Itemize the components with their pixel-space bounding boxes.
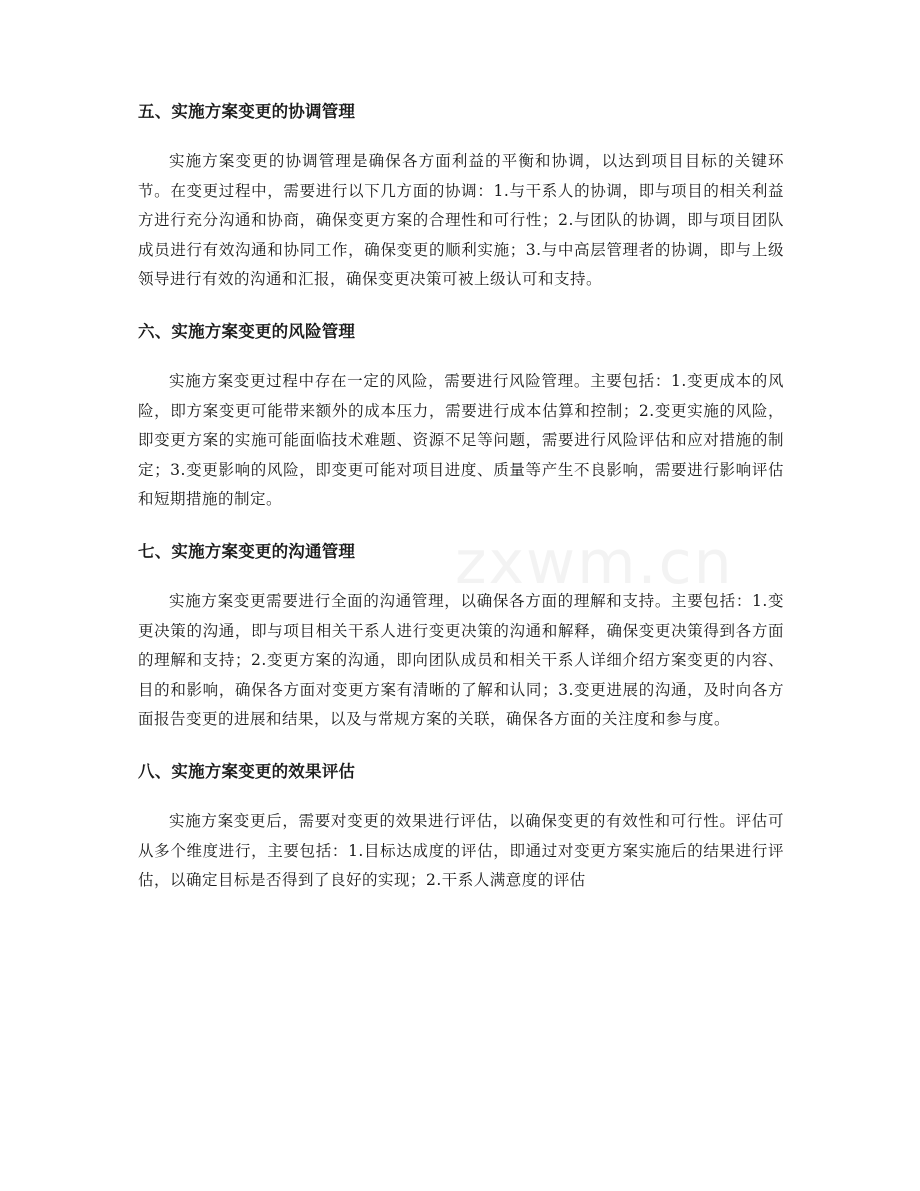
section-5 [138, 100, 784, 295]
section-7 [138, 540, 784, 735]
section-heading: 六、实施方案变更的风险管理 [138, 321, 356, 341]
section-paragraph: 实施方案变更的协调管理是确保各方面利益的平衡和协调，以达到项目目标的关键环节。在变更过程中，需要进行以下几方面的协调：1.与干系人的协调，即与项目的相关利益方进行充分沟通和协商，确保变更方案的合理性和可行性；2.与团队的协调，即与项目团队成员进行有效沟通和协同工作，确保变更的顺利实施；3.与中高层管理者的协调，即与上级领导进行有效的沟通和汇报，确保变更决策可被上级认可和支持。 [138, 152, 784, 289]
section-6 [138, 320, 784, 515]
section-8 [138, 760, 784, 896]
watermark: zxwm.cn [455, 528, 734, 598]
section-paragraph: 实施方案变更需要进行全面的沟通管理，以确保各方面的理解和支持。主要包括：1.变更决策的沟通，即与项目相关干系人进行变更决策的沟通和解释，确保变更决策得到各方面的理解和支持；2.变更方案的沟通，即向团队成员和相关干系人详细介绍方案变更的内容、目的和影响，确保各方面对变更方案有清晰的了解和认同；3.变更进展的沟通，及时向各方面报告变更的进展和结果，以及与常规方案的关联，确保各方面的关注度和参与度。 [138, 591, 784, 729]
section-heading: 八、实施方案变更的效果评估 [138, 761, 356, 781]
section-paragraph: 实施方案变更后，需要对变更的效果进行评估，以确保变更的有效性和可行性。评估可从多个维度进行，主要包括：1.目标达成度的评估，即通过对变更方案实施后的结果进行评估，以确定目标是否得到了良好的实现；2.干系人满意度的评估 [138, 811, 784, 890]
section-heading: 五、实施方案变更的协调管理 [138, 102, 356, 121]
document-page [138, 100, 784, 921]
section-paragraph: 实施方案变更过程中存在一定的风险，需要进行风险管理。主要包括：1.变更成本的风险，即方案变更可能带来额外的成本压力，需要进行成本估算和控制；2.变更实施的风险，即变更方案的实施可能面临技术难题、资源不足等问题，需要进行风险评估和应对措施的制定；3.变更影响的风险，即变更可能对项目进度、质量等产生不良影响，需要进行影响评估和短期措施的制定。 [138, 371, 784, 509]
section-heading: 七、实施方案变更的沟通管理 [138, 541, 356, 561]
